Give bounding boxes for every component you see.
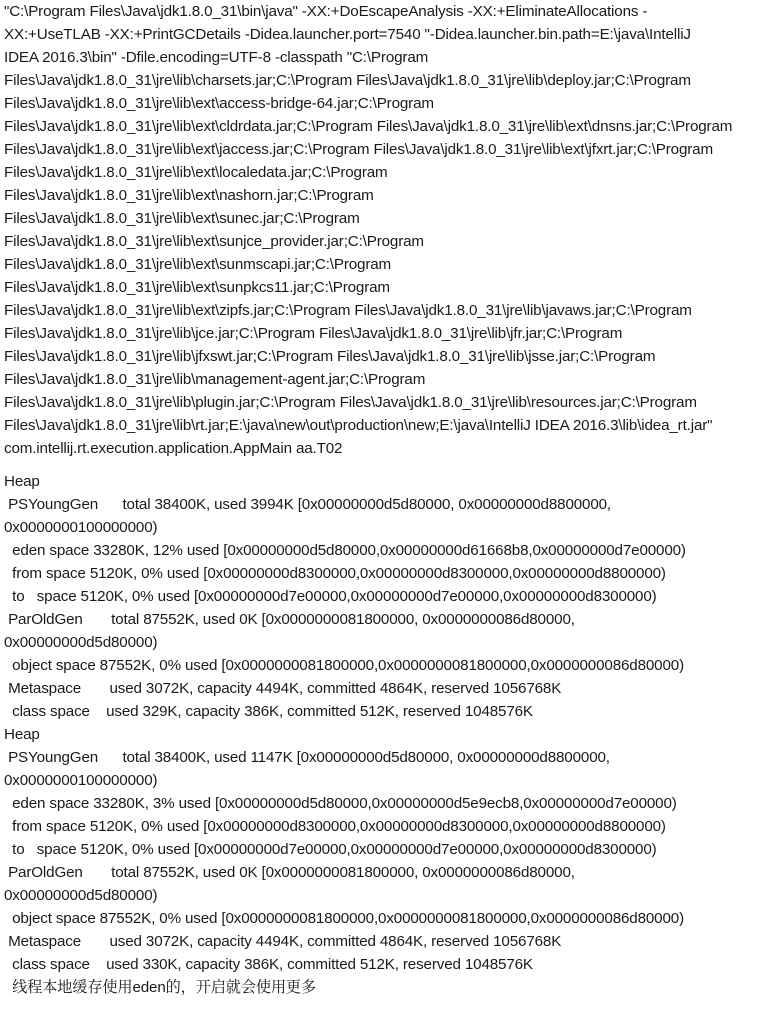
heap-line: PSYoungGen total 38400K, used 1147K [0x00000000d5d80000, 0x00000000d8800000, [4,749,610,766]
heap-line: eden space 33280K, 12% used [0x00000000d5d80000,0x00000000d61668b8,0x00000000d7e00000) [4,542,686,559]
heap-line: class space used 329K, capacity 386K, committed 512K, reserved 1048576K [4,703,533,720]
heap-line: object space 87552K, 0% used [0x0000000081800000,0x0000000081800000,0x0000000086d80000) [4,657,684,674]
heap-line: from space 5120K, 0% used [0x00000000d8300000,0x00000000d8300000,0x00000000d8800000) [4,818,666,835]
heap-header: Heap [4,473,40,490]
command-line: Files\Java\jdk1.8.0_31\jre\lib\ext\access-bridge-64.jar;C:\Program [4,95,434,112]
annotation-note: 线程本地缓存使用eden的，开启就会使用更多 [4,979,317,996]
command-line: Files\Java\jdk1.8.0_31\jre\lib\ext\sunec.jar;C:\Program [4,210,360,227]
heap-header: Heap [4,726,40,743]
heap-line: eden space 33280K, 3% used [0x00000000d5d80000,0x00000000d5e9ecb8,0x00000000d7e00000) [4,795,677,812]
heap-line: 0x0000000100000000) [4,519,158,536]
command-line: Files\Java\jdk1.8.0_31\jre\lib\rt.jar;E:\java\new\out\production\new;E:\java\IntelliJ IDEA 2016.3\lib\idea_rt.jar" [4,417,713,434]
heap-line: class space used 330K, capacity 386K, committed 512K, reserved 1048576K [4,956,533,973]
command-line: Files\Java\jdk1.8.0_31\jre\lib\plugin.jar;C:\Program Files\Java\jdk1.8.0_31\jre\lib\resources.jar;C:\Program [4,394,697,411]
command-line: Files\Java\jdk1.8.0_31\jre\lib\ext\sunjce_provider.jar;C:\Program [4,233,424,250]
command-line: Files\Java\jdk1.8.0_31\jre\lib\ext\sunpkcs11.jar;C:\Program [4,279,390,296]
command-line: Files\Java\jdk1.8.0_31\jre\lib\ext\sunmscapi.jar;C:\Program [4,256,392,273]
console-output [4,0,772,999]
heap-line: Metaspace used 3072K, capacity 4494K, committed 4864K, reserved 1056768K [4,933,562,950]
heap-line: to space 5120K, 0% used [0x00000000d7e00000,0x00000000d7e00000,0x00000000d8300000) [4,588,657,605]
heap-line: ParOldGen total 87552K, used 0K [0x0000000081800000, 0x0000000086d80000, [4,611,575,628]
command-line: "C:\Program Files\Java\jdk1.8.0_31\bin\java" -XX:+DoEscapeAnalysis -XX:+EliminateAllocations - [4,3,648,20]
heap-line: to space 5120K, 0% used [0x00000000d7e00000,0x00000000d7e00000,0x00000000d8300000) [4,841,657,858]
command-line: XX:+UseTLAB -XX:+PrintGCDetails -Didea.launcher.port=7540 "-Didea.launcher.bin.path=E:\java\IntelliJ [4,26,691,43]
command-line: Files\Java\jdk1.8.0_31\jre\lib\ext\jaccess.jar;C:\Program Files\Java\jdk1.8.0_31\jre\lib\ext\jfxrt.jar;C:\Program [4,141,713,158]
command-line: Files\Java\jdk1.8.0_31\jre\lib\management-agent.jar;C:\Program [4,371,426,388]
command-line: Files\Java\jdk1.8.0_31\jre\lib\jfxswt.jar;C:\Program Files\Java\jdk1.8.0_31\jre\lib\jsse.jar;C:\Program [4,348,656,365]
command-line: Files\Java\jdk1.8.0_31\jre\lib\charsets.jar;C:\Program Files\Java\jdk1.8.0_31\jre\lib\deploy.jar;C:\Program [4,72,691,89]
heap-line: 0x00000000d5d80000) [4,887,158,904]
command-line: Files\Java\jdk1.8.0_31\jre\lib\jce.jar;C:\Program Files\Java\jdk1.8.0_31\jre\lib\jfr.jar;C:\Program [4,325,623,342]
heap-line: object space 87552K, 0% used [0x0000000081800000,0x0000000081800000,0x0000000086d80000) [4,910,684,927]
heap-line: PSYoungGen total 38400K, used 3994K [0x00000000d5d80000, 0x00000000d8800000, [4,496,611,513]
command-line: com.intellij.rt.execution.application.AppMain aa.T02 [4,440,343,457]
heap-line: Metaspace used 3072K, capacity 4494K, committed 4864K, reserved 1056768K [4,680,562,697]
heap-line: from space 5120K, 0% used [0x00000000d8300000,0x00000000d8300000,0x00000000d8800000) [4,565,666,582]
command-line: Files\Java\jdk1.8.0_31\jre\lib\ext\nashorn.jar;C:\Program [4,187,374,204]
heap-line: 0x0000000100000000) [4,772,158,789]
command-line: Files\Java\jdk1.8.0_31\jre\lib\ext\cldrdata.jar;C:\Program Files\Java\jdk1.8.0_31\jre\lib\ext\dnsns.jar;C:\Program [4,118,733,135]
command-line: Files\Java\jdk1.8.0_31\jre\lib\ext\zipfs.jar;C:\Program Files\Java\jdk1.8.0_31\jre\lib\javaws.jar;C:\Program [4,302,692,319]
command-line: IDEA 2016.3\bin" -Dfile.encoding=UTF-8 -classpath "C:\Program [4,49,429,66]
command-line: Files\Java\jdk1.8.0_31\jre\lib\ext\localedata.jar;C:\Program [4,164,388,181]
heap-line: 0x00000000d5d80000) [4,634,158,651]
heap-line: ParOldGen total 87552K, used 0K [0x0000000081800000, 0x0000000086d80000, [4,864,575,881]
